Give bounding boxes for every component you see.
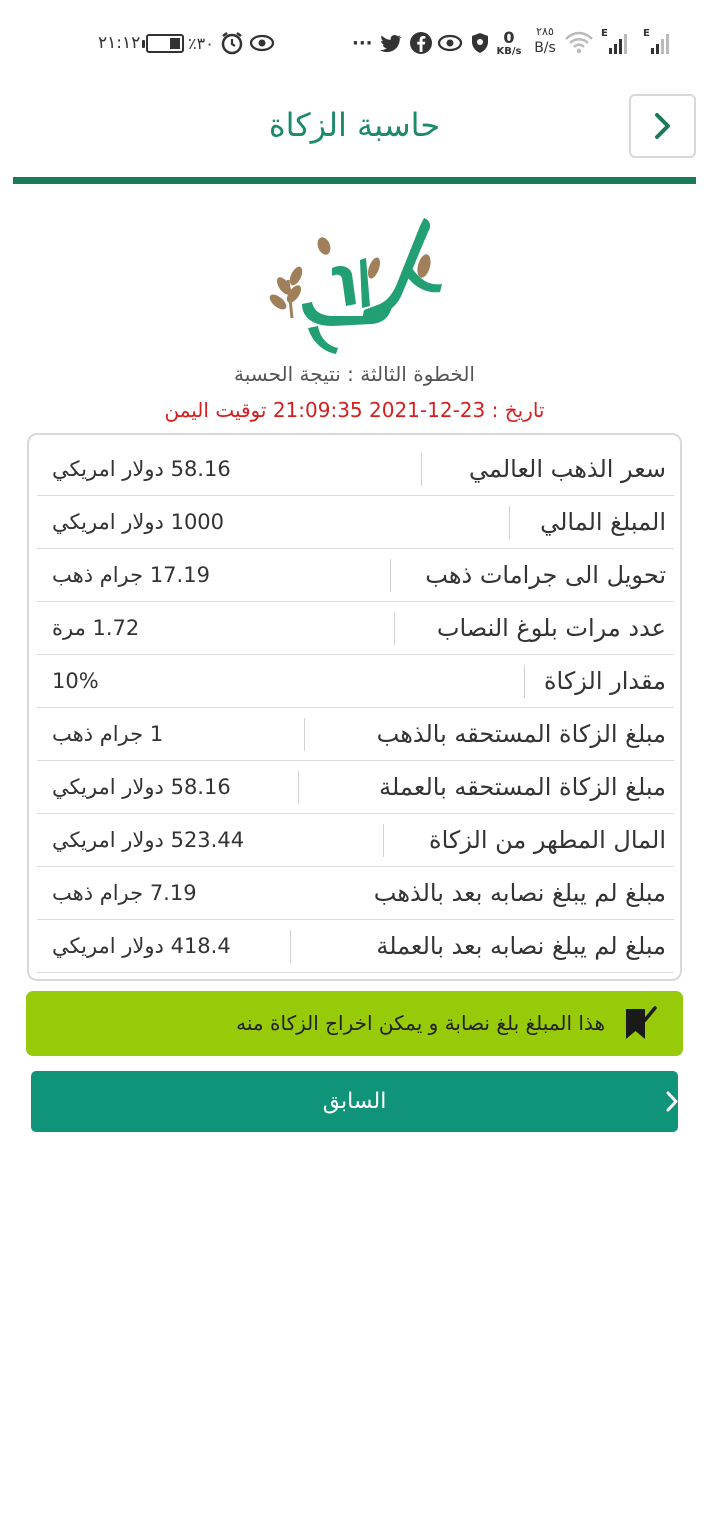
- row-value: 1000 دولار امريكي: [52, 510, 225, 534]
- row-divider: [298, 771, 299, 804]
- row-value: 523.44 دولار امريكي: [52, 828, 245, 852]
- net-speed: [495, 30, 523, 60]
- row-divider: [304, 718, 305, 751]
- table-row: [37, 761, 674, 814]
- twitter-icon: [378, 28, 404, 58]
- signal-2-label: E: [643, 28, 650, 39]
- signal-icon-2: [643, 28, 672, 58]
- row-value: 58.16 دولار امريكي: [52, 775, 231, 799]
- shield-icon: [467, 28, 493, 58]
- page-title: حاسبة الزكاة: [268, 106, 441, 144]
- step-text: الخطوة الثالثة : نتيجة الحسبة: [233, 362, 475, 386]
- table-row: [37, 549, 674, 602]
- row-divider: [421, 453, 422, 486]
- net-speed2-value: ٢٨٥: [536, 25, 554, 38]
- battery-percent: ٪٣٠: [188, 33, 214, 53]
- previous-button[interactable]: [31, 1071, 678, 1132]
- calculation-date: تاريخ : 23-12-2021 21:09:35 توقيت اليمن: [164, 398, 545, 422]
- signal-icon-1: [601, 28, 630, 58]
- row-label: عدد مرات بلوغ النصاب: [436, 614, 666, 642]
- row-label: تحويل الى جرامات ذهب: [425, 561, 666, 589]
- row-label: مبلغ الزكاة المستحقه بالعملة: [379, 773, 666, 801]
- eye-icon: [249, 28, 275, 58]
- table-row: [37, 814, 674, 867]
- chevron-right-icon: [661, 1088, 685, 1115]
- bookmark-check-icon: [623, 1005, 657, 1041]
- row-value: 7.19 جرام ذهب: [52, 881, 197, 905]
- signal-1-label: E: [601, 28, 608, 39]
- row-label: سعر الذهب العالمي: [468, 455, 666, 483]
- status-time: ٢١:١٢: [98, 33, 141, 53]
- net-speed-value: 0: [503, 28, 515, 47]
- net-speed-2: [530, 24, 560, 54]
- row-label: مبلغ الزكاة المستحقه بالذهب: [376, 720, 666, 748]
- table-row: [37, 708, 674, 761]
- row-label: المبلغ المالي: [540, 508, 666, 536]
- row-divider: [290, 930, 291, 963]
- row-divider: [509, 506, 510, 539]
- row-label: مبلغ لم يبلغ نصابه بعد بالذهب: [373, 879, 666, 907]
- row-label: مقدار الزكاة: [543, 667, 666, 695]
- row-divider: [394, 612, 395, 645]
- more-notifications-icon: ···: [352, 32, 373, 54]
- net-speed2-unit: B/s: [534, 40, 556, 56]
- row-divider: [390, 559, 391, 592]
- row-value: 17.19 جرام ذهب: [52, 563, 210, 587]
- table-row: [37, 602, 674, 655]
- battery-icon: [146, 34, 184, 53]
- eye-icon-2: [437, 28, 463, 58]
- chevron-right-icon: [653, 111, 673, 141]
- row-label: مبلغ لم يبلغ نصابه بعد بالعملة: [376, 932, 666, 960]
- previous-button-label: السابق: [322, 1089, 387, 1114]
- row-value: 1.72 مرة: [52, 616, 140, 640]
- alarm-icon: [219, 28, 245, 58]
- row-value: 58.16 دولار امريكي: [52, 457, 231, 481]
- notice-text: هذا المبلغ بلغ نصابة و يمكن اخراج الزكاة منه: [236, 1011, 605, 1035]
- net-speed-unit: KB/s: [496, 46, 522, 57]
- table-row: [37, 496, 674, 549]
- row-label: المال المطهر من الزكاة: [429, 826, 666, 854]
- header-divider: [13, 177, 696, 184]
- nisab-notice: [26, 991, 683, 1056]
- row-divider: [524, 665, 525, 698]
- table-row: [37, 920, 674, 973]
- wifi-icon: [564, 28, 594, 58]
- table-row: [37, 867, 674, 920]
- table-row: [37, 655, 674, 708]
- status-bar: [0, 0, 709, 86]
- row-value: 10%: [52, 669, 99, 693]
- app-logo: [262, 208, 446, 358]
- results-table: [27, 433, 682, 981]
- facebook-icon: [408, 28, 434, 58]
- row-value: 418.4 دولار امريكي: [52, 934, 231, 958]
- row-divider: [383, 824, 384, 857]
- app-header: [0, 86, 709, 166]
- back-button[interactable]: [629, 94, 696, 158]
- table-row: [37, 443, 674, 496]
- row-value: 1 جرام ذهب: [52, 722, 164, 746]
